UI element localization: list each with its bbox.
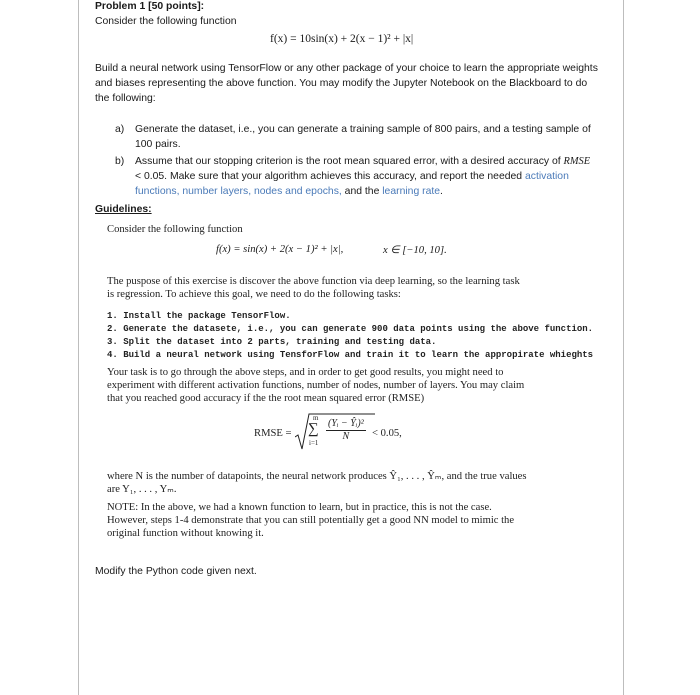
activation-highlight: activation	[524, 171, 569, 182]
purpose-line-1: The puspose of this exercise is discover the above function via deep learning, so the learning task	[107, 276, 520, 287]
sum-upper-limit: m	[313, 414, 319, 422]
problem-title: Problem 1 [50 points]:	[95, 1, 205, 12]
list-marker-b: b)	[115, 156, 125, 167]
rmse-denominator: N	[342, 431, 350, 442]
guidelines-task-line-3: that you reached good accuracy if the the root mean squared error (RMSE)	[107, 393, 425, 404]
step-4: 4. Build a neural network using TensforFlow and train it to learn the appropirate whieghts	[107, 350, 594, 360]
step-3: 3. Split the dataset into 2 parts, training and testing data.	[107, 337, 437, 347]
item-a-line-2: 100 pairs.	[135, 139, 181, 150]
sum-lower-limit: i=1	[309, 439, 319, 447]
modify-instruction: Modify the Python code given next.	[95, 566, 257, 577]
where-line-1: where N is the number of datapoints, the neural network produces Ŷ₁, . . . , Ŷₘ, and the true values	[107, 471, 527, 482]
sum-sigma-icon: ∑	[308, 421, 319, 437]
where-line-2: are Y₁, . . . , Yₘ.	[107, 484, 177, 495]
note-line-2: However, steps 1-4 demonstrate that you can still potentially get a good NN model to mimic the	[107, 515, 515, 526]
list-marker-a: a)	[115, 124, 125, 135]
step-1: 1. Install the package TensorFlow.	[107, 311, 291, 321]
guidelines-consider: Consider the following function	[107, 224, 243, 235]
functions-highlight: functions, number layers, nodes and epochs,	[135, 186, 342, 197]
guidelines-formula: f(x) = sin(x) + 2(x − 1)² + |x|,	[216, 244, 344, 255]
rmse-lhs: RMSE =	[254, 428, 292, 439]
task-text-line-1: Build a neural network using TensorFlow or any other package of your choice to learn the appropriate weights	[95, 63, 598, 74]
rmse-inline-math: RMSE	[563, 156, 591, 167]
task-text-line-3: the following:	[95, 93, 156, 104]
learning-rate-highlight: learning rate	[382, 186, 441, 197]
purpose-line-2: is regression. To achieve this goal, we need to do the following tasks:	[107, 289, 401, 300]
item-b-line-2: < 0.05. Make sure that your algorithm achieves this accuracy, and report the needed activation	[135, 171, 569, 182]
rmse-rhs: < 0.05,	[372, 428, 402, 439]
note-line-3: original function without knowing it.	[107, 528, 264, 539]
page-margin-right-line	[623, 0, 624, 695]
guidelines-heading: Guidelines:	[95, 204, 152, 215]
guidelines-task-line-1: Your task is to go through the above steps, and in order to get good results, you might need to	[107, 367, 504, 378]
step-2: 2. Generate the datasete, i.e., you can generate 900 data points using the above function.	[107, 324, 594, 334]
guidelines-domain: x ∈ [−10, 10].	[383, 245, 447, 256]
task-text-line-2: and biases representing the above function. You may modify the Jupyter Notebook on the Blackboard to do	[95, 78, 588, 89]
rmse-numerator: (Yᵢ − Ŷᵢ)²	[328, 418, 364, 429]
guidelines-task-line-2: experiment with different activation functions, number of nodes, number of layers. You may claim	[107, 380, 525, 391]
note-line-1: NOTE: In the above, we had a known function to learn, but in practice, this is not the case.	[107, 502, 492, 513]
rmse-fraction	[326, 418, 366, 443]
item-a-line-1: Generate the dataset, i.e., you can generate a training sample of 800 pairs, and a testing sample of	[135, 124, 591, 135]
item-b-line-3: functions, number layers, nodes and epochs, and the learning rate.	[135, 186, 443, 197]
page-margin-left-line	[78, 0, 79, 695]
problem-intro: Consider the following function	[95, 16, 237, 27]
main-function: f(x) = 10sin(x) + 2(x − 1)² + |x|	[270, 33, 414, 45]
item-b-line-1: Assume that our stopping criterion is the root mean squared error, with a desired accuracy of RMSE	[135, 156, 591, 167]
